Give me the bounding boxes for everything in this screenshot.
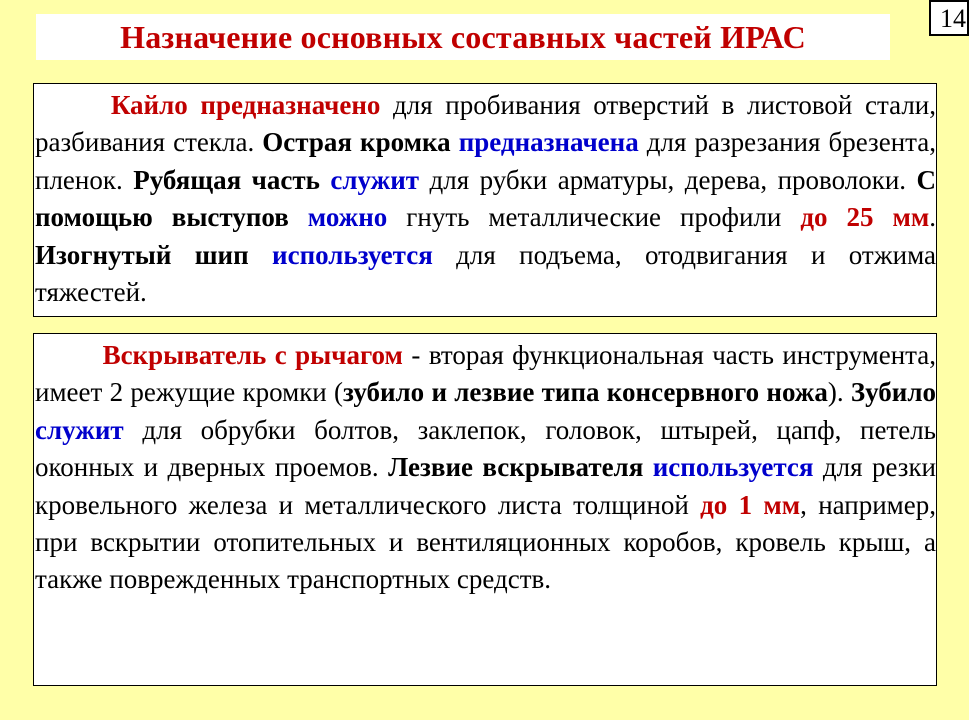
text-span: для пробивания отверстий в листовой стали, разбивания стекла. <box>35 90 937 158</box>
text-span: гнуть металлические профили <box>387 202 801 233</box>
text-span: для подъема, отодвигания и отжима тяжестей. <box>35 239 937 308</box>
text-span: для резки кровельного железа и металлического листа толщиной <box>35 452 937 520</box>
verb-used: используется <box>652 452 814 483</box>
value-25mm: до 25 мм <box>800 202 930 233</box>
term-chopping-part: Рубящая часть <box>133 164 320 195</box>
verb-intended: предназначена <box>458 127 639 158</box>
text-span: для разрезания брезента, пленок. <box>35 127 937 195</box>
pickaxe-paragraph <box>34 84 936 311</box>
text-span: для рубки арматуры, дерева, проволоки. <box>419 164 917 195</box>
pickaxe-description-box <box>33 83 937 317</box>
text-span <box>289 202 308 232</box>
term-chisel: Зубило <box>850 377 936 408</box>
text-span: ). <box>827 377 851 408</box>
term-curved-spike: Изогнутый шип <box>35 239 249 270</box>
text-span: . <box>929 202 936 233</box>
verb-serves: служит <box>330 164 420 195</box>
text-span <box>249 240 272 270</box>
text-span <box>451 127 459 157</box>
text-span: - вторая функциональная часть инструмента, имеет 2 режущие кромки ( <box>35 340 937 408</box>
term-protrusions: С помощью выступов <box>35 164 936 233</box>
text-span <box>643 452 652 482</box>
text-span: , например, при вскрытии отопительных и вентиляционных коробов, кровель крыш, а также поврежденных транспортных средств. <box>35 489 937 595</box>
text-span <box>320 165 330 195</box>
verb-serves: служит <box>35 414 124 445</box>
term-pickaxe: Кайло предназначено <box>110 90 381 120</box>
value-1mm: до 1 мм <box>700 489 801 520</box>
opener-paragraph <box>34 334 936 599</box>
verb-can: можно <box>307 202 388 233</box>
opener-description-box <box>33 333 937 686</box>
term-chisel-and-blade: зубило и лезвие типа консервного ножа <box>343 377 828 408</box>
term-opener-blade: Лезвие вскрывателя <box>388 452 644 483</box>
verb-used: используется <box>272 239 433 270</box>
term-opener-with-lever: Вскрыватель с рычагом <box>102 340 403 370</box>
slide-title: Назначение основных составных частей ИРАС <box>120 18 806 55</box>
text-span: для обрубки болтов, заклепок, головок, штырей, цапф, петель оконных и дверных проемов. <box>35 414 936 483</box>
term-sharp-edge: Острая кромка <box>262 127 451 158</box>
slide-number: 14 <box>929 0 969 36</box>
title-bar <box>36 14 890 60</box>
